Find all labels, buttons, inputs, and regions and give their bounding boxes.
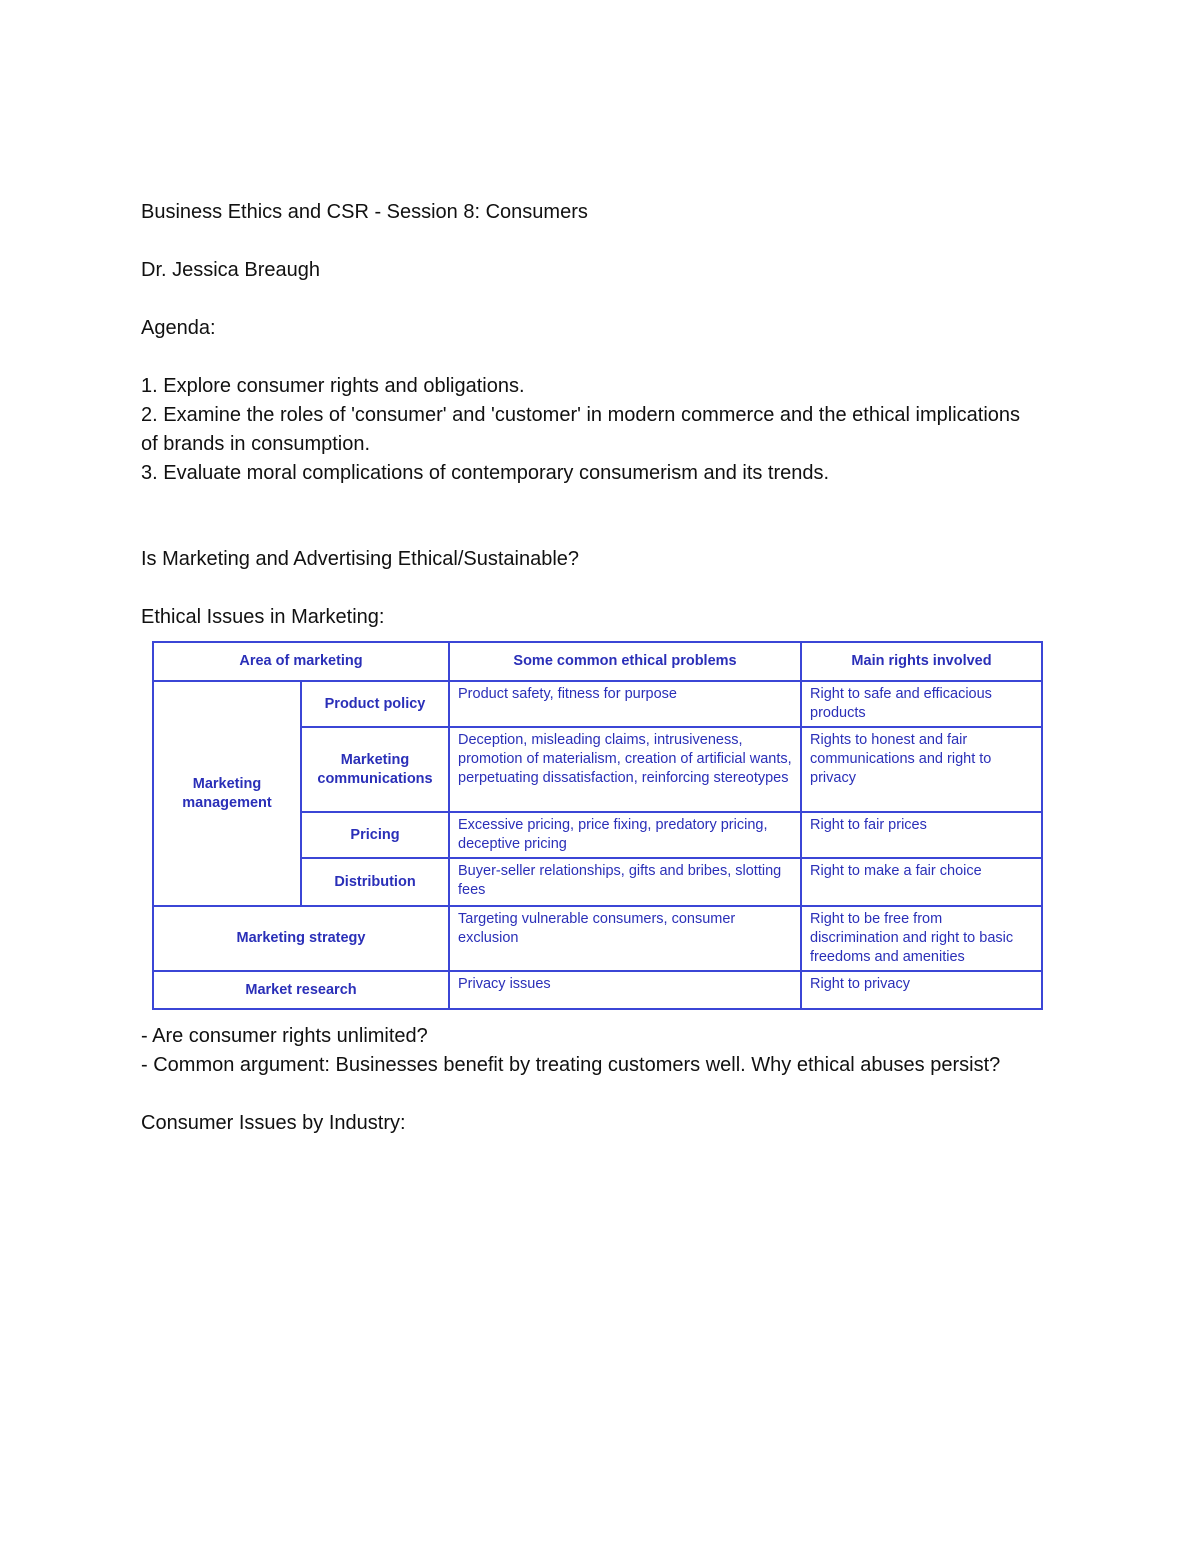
problems-cell: Targeting vulnerable consumers, consumer exclusion — [449, 906, 801, 971]
agenda-heading: Agenda: — [141, 317, 216, 339]
area-cell: Pricing — [301, 812, 449, 858]
table-heading: Ethical Issues in Marketing: — [141, 606, 385, 628]
author-line: Dr. Jessica Breaugh — [141, 259, 320, 281]
rights-cell: Right to be free from discrimination and right to basic freedoms and amenities — [801, 906, 1042, 971]
group-label-marketing-management: Marketing management — [153, 681, 301, 906]
rights-cell: Right to make a fair choice — [801, 858, 1042, 906]
problems-cell: Deception, misleading claims, intrusiveness, promotion of materialism, creation of artificial wants, perpetuating dissatisfaction, reinforcing stereotypes — [449, 727, 801, 812]
agenda-item: 2. Examine the roles of 'consumer' and 'customer' in modern commerce and the ethical implications of brands in consumption. — [141, 404, 1021, 455]
rights-cell: Right to safe and efficacious products — [801, 681, 1042, 727]
problems-cell: Privacy issues — [449, 971, 801, 1009]
section-question: Is Marketing and Advertising Ethical/Sustainable? — [141, 548, 580, 570]
area-cell: Market research — [153, 971, 449, 1009]
header-problems: Some common ethical problems — [449, 642, 801, 681]
area-cell: Marketing communications — [301, 727, 449, 812]
rights-cell: Right to privacy — [801, 971, 1042, 1009]
table-row — [153, 681, 1042, 727]
problems-cell: Product safety, fitness for purpose — [449, 681, 801, 727]
document-continuation — [141, 1022, 1041, 1138]
table-header-row — [153, 642, 1042, 681]
agenda-item: 1. Explore consumer rights and obligations. — [141, 375, 525, 397]
ethical-issues-table — [152, 641, 1043, 1010]
document-body — [141, 198, 1041, 632]
industry-heading: Consumer Issues by Industry: — [141, 1112, 406, 1134]
area-cell: Marketing strategy — [153, 906, 449, 971]
header-rights: Main rights involved — [801, 642, 1042, 681]
area-cell: Product policy — [301, 681, 449, 727]
rights-cell: Right to fair prices — [801, 812, 1042, 858]
header-area: Area of marketing — [153, 642, 449, 681]
bullet-line: - Common argument: Businesses benefit by treating customers well. Why ethical abuses persist? — [141, 1054, 1001, 1076]
bullet-line: - Are consumer rights unlimited? — [141, 1025, 428, 1047]
agenda-item: 3. Evaluate moral complications of contemporary consumerism and its trends. — [141, 462, 830, 484]
problems-cell: Excessive pricing, price fixing, predatory pricing, deceptive pricing — [449, 812, 801, 858]
problems-cell: Buyer-seller relationships, gifts and bribes, slotting fees — [449, 858, 801, 906]
table-row — [153, 971, 1042, 1009]
area-cell: Distribution — [301, 858, 449, 906]
rights-cell: Rights to honest and fair communications and right to privacy — [801, 727, 1042, 812]
table-row — [153, 906, 1042, 971]
document-title: Business Ethics and CSR - Session 8: Consumers — [141, 201, 588, 223]
